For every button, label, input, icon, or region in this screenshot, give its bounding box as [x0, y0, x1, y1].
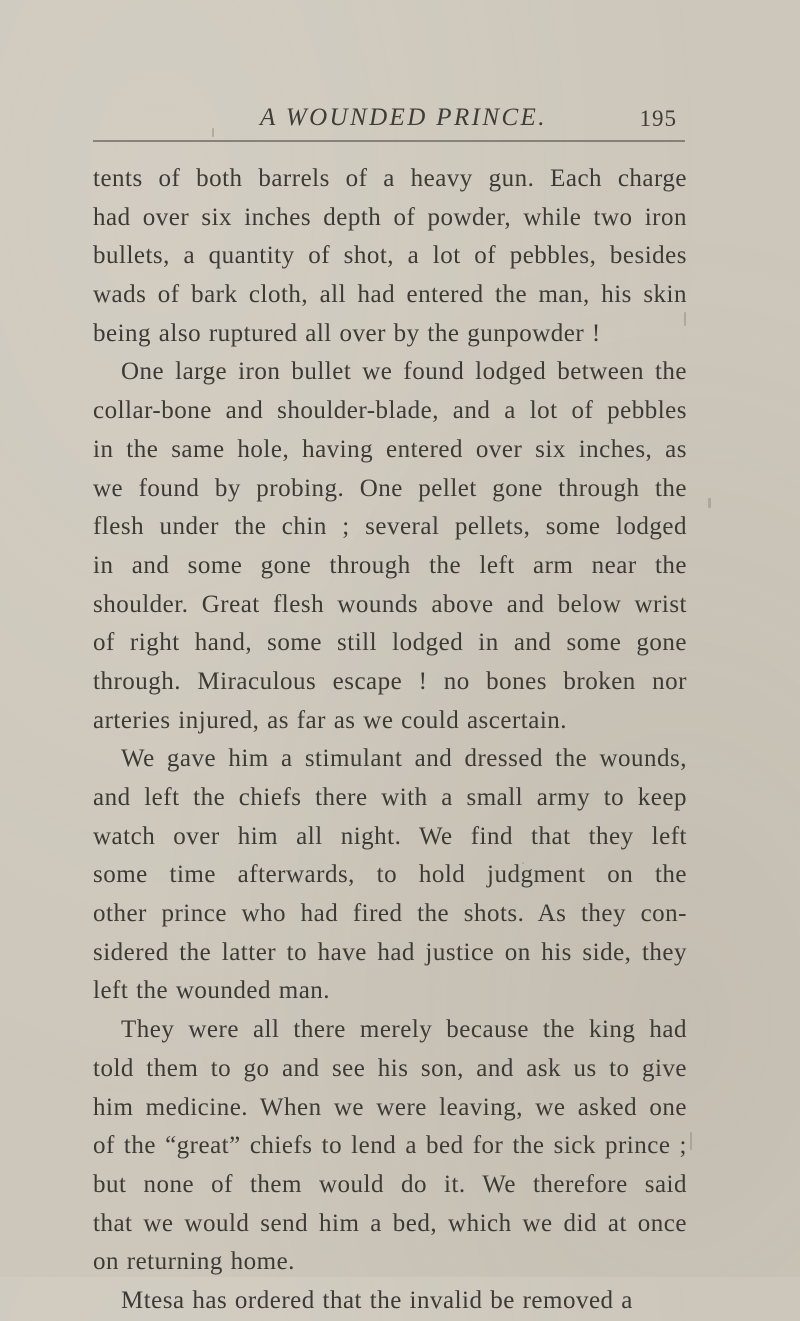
text-line: we found by probing. One pellet gone through the	[93, 474, 687, 502]
text-line: flesh under the chin ; several pellets, some lodged	[93, 513, 687, 541]
paper-fleck	[708, 498, 711, 508]
page-number: 195	[639, 106, 677, 131]
text-line: watch over him all night. We find that they left	[93, 822, 687, 850]
paper-fleck	[690, 1132, 692, 1150]
paper-fleck	[212, 128, 214, 137]
paragraph-start-line: They were all there merely because the king had	[121, 1016, 687, 1044]
text-line: but none of them would do it. We therefore said	[93, 1170, 687, 1198]
text-line: and left the chiefs there with a small army to keep	[93, 784, 687, 811]
text-line: in and some gone through the left arm near the	[93, 551, 687, 579]
text-line: sidered the latter to have had justice on his side, they	[93, 938, 687, 966]
paper-fleck	[684, 312, 686, 326]
text-line: in the same hole, having entered over six inches, as	[93, 435, 687, 463]
text-line: him medicine. When we were leaving, we asked one	[93, 1093, 687, 1121]
text-line: tents of both barrels of a heavy gun. Each charge	[93, 165, 687, 192]
text-line: being also ruptured all over by the gunpowder !	[93, 319, 601, 347]
text-line: wads of bark cloth, all had entered the man, his skin	[93, 281, 687, 309]
text-line: shoulder. Great flesh wounds above and below wrist	[93, 590, 687, 618]
paragraph-start-line: One large iron bullet we found lodged between the	[121, 358, 687, 386]
text-line: some time afterwards, to hold judgment on the	[93, 861, 687, 889]
text-line: other prince who had fired the shots. As they con-	[93, 900, 687, 928]
paragraph-start-line: We gave him a stimulant and dressed the wounds,	[121, 745, 687, 773]
running-title: A WOUNDED PRINCE.	[260, 104, 547, 131]
text-line: through. Miraculous escape ! no bones broken nor	[93, 667, 687, 695]
text-line: had over six inches depth of powder, while two iron	[93, 203, 687, 231]
paragraph-start-line: Mtesa has ordered that the invalid be removed a	[121, 1286, 633, 1314]
body-text	[93, 160, 687, 1321]
text-line: arteries injured, as far as we could ascertain.	[93, 706, 568, 734]
text-line: of right hand, some still lodged in and some gone	[93, 629, 687, 657]
text-line: of the “great” chiefs to lend a bed for the sick prince ;	[93, 1132, 687, 1160]
text-line: that we would send him a bed, which we did at once	[93, 1209, 687, 1237]
text-line: collar-bone and shoulder-blade, and a lot of pebbles	[93, 397, 687, 425]
page-header	[93, 100, 685, 136]
text-line: on returning home.	[93, 1248, 295, 1276]
text-line: told them to go and see his son, and ask us to give	[93, 1054, 687, 1082]
text-line: bullets, a quantity of shot, a lot of pebbles, besides	[93, 242, 687, 270]
text-line: left the wounded man.	[93, 977, 331, 1005]
paper-fleck	[522, 862, 524, 864]
header-rule	[93, 140, 685, 142]
